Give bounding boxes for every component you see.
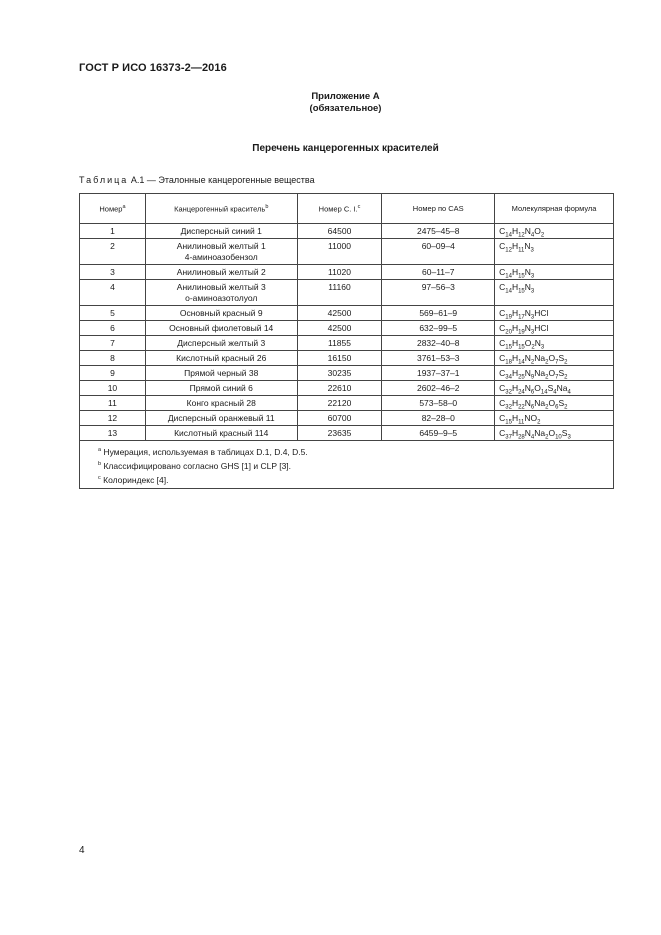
table-row (80, 336, 614, 351)
footnote (98, 444, 613, 458)
dye-name: Основный красный 9 (179, 308, 263, 318)
formula-element: S (558, 368, 565, 378)
dye-alt-name: о-аминоазотолуол (185, 293, 258, 303)
cell-number: 2 (80, 239, 146, 265)
footnote-mark: a (98, 447, 102, 453)
formula-element: S (547, 383, 554, 393)
footnote-mark: c (357, 204, 361, 211)
formula-subscript: 14 (540, 389, 548, 396)
cell-ci-number: 23635 (297, 426, 382, 441)
formula-subscript: 7 (555, 359, 559, 366)
formula-subscript: 14 (505, 273, 512, 280)
cell-ci-number: 22610 (297, 381, 382, 396)
formula-subscript: 4 (553, 389, 557, 396)
table-caption (79, 175, 315, 185)
dye-name: Дисперсный синий 1 (180, 226, 262, 236)
cell-formula (495, 280, 614, 306)
formula-element: H (511, 428, 519, 438)
formula-subscript: 34 (505, 374, 512, 381)
table-row (80, 411, 614, 426)
footnote (98, 458, 613, 472)
dye-name: Конго красный 28 (186, 398, 256, 408)
formula-subscript: 14 (505, 288, 512, 295)
cell-formula (495, 381, 614, 396)
cell-cas-number: 632–99–5 (382, 321, 495, 336)
formula-subscript: 15 (518, 288, 525, 295)
column-header-label: Номер C. I. (318, 204, 358, 214)
formula-element: H (511, 383, 519, 393)
cell-formula (495, 224, 614, 239)
cell-formula (495, 239, 614, 265)
cell-number: 1 (80, 224, 146, 239)
formula-element: HCl (534, 308, 549, 318)
cell-ci-number: 42500 (297, 306, 382, 321)
dye-name: Основный фиолетовый 14 (169, 323, 274, 333)
cell-ci-number: 30235 (297, 366, 382, 381)
appendix-title: Приложение А (311, 91, 380, 102)
formula-subscript: 15 (518, 344, 525, 351)
cell-dye-name (145, 224, 297, 239)
formula-subscript: 10 (555, 434, 562, 441)
cell-cas-number: 3761–53–3 (382, 351, 495, 366)
column-header (297, 194, 382, 224)
footnote-text: Колориндекс [4]. (103, 474, 169, 485)
column-header (145, 194, 297, 224)
page-number: 4 (79, 845, 85, 856)
cell-cas-number: 569–61–9 (382, 306, 495, 321)
cell-number: 11 (80, 396, 146, 411)
formula-subscript: 3 (540, 344, 545, 351)
cell-dye-name (145, 265, 297, 280)
formula-subscript: 2 (564, 404, 568, 411)
formula-subscript: 15 (505, 419, 512, 426)
formula-element: O (524, 338, 532, 348)
formula-element: C (499, 398, 506, 408)
formula-element: H (511, 368, 519, 378)
formula-element: N (524, 267, 531, 277)
formula-subscript: 37 (505, 434, 512, 441)
dye-name: Дисперсный оранжевый 11 (167, 413, 275, 423)
formula-subscript: 12 (505, 247, 512, 254)
column-header-label: Номер (99, 204, 123, 214)
cell-formula (495, 306, 614, 321)
cell-cas-number: 1937–37–1 (382, 366, 495, 381)
formula-element: N (524, 226, 531, 236)
cell-dye-name (145, 306, 297, 321)
footnote-mark: a (122, 204, 126, 211)
cell-number: 6 (80, 321, 146, 336)
formula-element: C (499, 353, 506, 363)
formula-subscript: 2 (545, 404, 549, 411)
cell-formula (495, 351, 614, 366)
table-row (80, 239, 614, 265)
formula-element: H (511, 353, 519, 363)
formula-subscript: 28 (518, 434, 525, 441)
cell-dye-name (145, 239, 297, 265)
formula-subscript: 25 (518, 374, 525, 381)
document-code: ГОСТ Р ИСО 16373-2—2016 (79, 62, 227, 74)
formula-subscript: 14 (518, 359, 525, 366)
formula-subscript: 6 (555, 404, 559, 411)
formula-subscript: 22 (518, 404, 525, 411)
formula-subscript: 2 (537, 419, 541, 426)
formula-subscript: 2 (531, 344, 535, 351)
footnote (98, 472, 613, 486)
formula-subscript: 3 (530, 273, 535, 280)
cell-ci-number: 22120 (297, 396, 382, 411)
formula-element: HCl (534, 323, 549, 333)
dye-name: Прямой черный 38 (184, 368, 259, 378)
formula-subscript: 24 (518, 389, 525, 396)
formula-subscript: 9 (530, 374, 535, 381)
footnote-mark: b (265, 204, 269, 211)
cell-formula (495, 411, 614, 426)
cell-formula (495, 336, 614, 351)
table-body (80, 224, 614, 489)
formula-element: Na (556, 383, 568, 393)
formula-subscript: 15 (505, 344, 512, 351)
cell-number: 10 (80, 381, 146, 396)
cell-cas-number: 82–28–0 (382, 411, 495, 426)
formula-subscript: 3 (530, 288, 535, 295)
formula-element: O (534, 383, 541, 393)
table-row (80, 224, 614, 239)
cell-dye-name (145, 411, 297, 426)
formula-element: N (524, 282, 531, 292)
formula-element: Na (534, 428, 546, 438)
formula-subscript: 17 (518, 314, 525, 321)
cell-ci-number: 60700 (297, 411, 382, 426)
formula-subscript: 3 (567, 434, 571, 441)
formula-subscript: 2 (564, 359, 568, 366)
table-notes (80, 441, 614, 489)
cell-number: 12 (80, 411, 146, 426)
cell-dye-name (145, 321, 297, 336)
column-header (80, 194, 146, 224)
formula-subscript: 4 (530, 232, 535, 239)
formula-element: C (499, 282, 506, 292)
cell-dye-name (145, 280, 297, 306)
formula-subscript: 6 (530, 389, 535, 396)
formula-subscript: 7 (555, 374, 559, 381)
cell-cas-number: 2832–40–8 (382, 336, 495, 351)
formula-subscript: 3 (530, 329, 535, 336)
formula-element: C (499, 308, 506, 318)
formula-element: H (511, 267, 519, 277)
formula-subscript: 15 (518, 273, 525, 280)
formula-subscript: 18 (505, 359, 512, 366)
formula-element: C (499, 323, 506, 333)
column-header-label: Молекулярная формула (511, 204, 597, 213)
cell-cas-number: 97–56–3 (382, 280, 495, 306)
dye-name: Прямой синий 6 (189, 383, 253, 393)
formula-element: O (534, 226, 541, 236)
formula-subscript: 4 (530, 434, 535, 441)
column-header (382, 194, 495, 224)
formula-element: C (499, 267, 506, 277)
formula-element: NO (524, 413, 538, 423)
cell-cas-number: 6459–9–5 (382, 426, 495, 441)
formula-element: H (511, 398, 519, 408)
cell-formula (495, 366, 614, 381)
formula-element: C (499, 368, 506, 378)
table-caption-text: — Эталонные канцерогенные вещества (146, 175, 315, 185)
table-row (80, 351, 614, 366)
list-title (0, 143, 661, 154)
cell-number: 4 (80, 280, 146, 306)
formula-subscript: 2 (530, 359, 535, 366)
dye-name: Дисперсный желтый 3 (177, 338, 266, 348)
formula-element: S (558, 398, 565, 408)
formula-element: C (499, 338, 506, 348)
table-row (80, 280, 614, 306)
formula-element: O (548, 398, 556, 408)
cell-formula (495, 426, 614, 441)
formula-subscript: 19 (518, 329, 525, 336)
cell-ci-number: 11020 (297, 265, 382, 280)
footnote-mark: c (98, 474, 101, 481)
formula-element: N (524, 241, 531, 251)
formula-element: H (511, 308, 519, 318)
dye-name: Кислотный красный 114 (174, 428, 269, 438)
dyes-table (79, 193, 614, 489)
formula-subscript: 4 (567, 389, 571, 396)
formula-element: N (524, 368, 531, 378)
dye-name: Анилиновый желтый 2 (176, 267, 266, 277)
cell-ci-number: 42500 (297, 321, 382, 336)
cell-number: 3 (80, 265, 146, 280)
formula-element: H (511, 323, 519, 333)
list-title-text: Перечень канцерогенных красителей (252, 143, 439, 154)
cell-dye-name (145, 351, 297, 366)
formula-subscript: 11 (518, 247, 525, 254)
cell-ci-number: 64500 (297, 224, 382, 239)
table-notes-row (80, 441, 614, 489)
column-header-label: Номер по CAS (412, 204, 464, 213)
cell-number: 5 (80, 306, 146, 321)
formula-element: N (524, 323, 531, 333)
cell-dye-name (145, 336, 297, 351)
formula-subscript: 3 (530, 247, 534, 254)
cell-cas-number: 2475–45–8 (382, 224, 495, 239)
cell-cas-number: 60–11–7 (382, 265, 495, 280)
formula-subscript: 2 (564, 374, 568, 381)
formula-subscript: 2 (540, 232, 545, 239)
cell-cas-number: 573–58–0 (382, 396, 495, 411)
formula-subscript: 11 (518, 419, 525, 426)
appendix-heading (0, 91, 661, 115)
table-row (80, 426, 614, 441)
formula-subscript: 19 (505, 314, 512, 321)
appendix-subtitle: (обязательное) (309, 103, 382, 114)
dye-alt-name: 4-аминоазобензол (184, 252, 258, 262)
cell-number: 8 (80, 351, 146, 366)
formula-element: O (548, 428, 556, 438)
formula-element: N (524, 308, 531, 318)
cell-ci-number: 11160 (297, 280, 382, 306)
cell-cas-number: 60–09–4 (382, 239, 495, 265)
formula-element: Na (534, 368, 546, 378)
table-caption-number: А.1 (130, 175, 145, 185)
formula-element: S (561, 428, 568, 438)
column-header-label: Канцерогенный краситель (174, 204, 266, 214)
formula-element: H (511, 413, 519, 423)
formula-element: C (499, 383, 506, 393)
cell-number: 13 (80, 426, 146, 441)
formula-element: N (524, 383, 531, 393)
formula-subscript: 20 (505, 329, 512, 336)
formula-element: S (558, 353, 565, 363)
cell-ci-number: 16150 (297, 351, 382, 366)
table-row (80, 366, 614, 381)
dye-name: Анилиновый желтый 3 (176, 282, 266, 292)
formula-element: Na (534, 398, 546, 408)
formula-subscript: 2 (545, 434, 549, 441)
formula-subscript: 2 (545, 359, 549, 366)
formula-element: H (511, 241, 519, 251)
cell-number: 7 (80, 336, 146, 351)
formula-element: N (524, 428, 531, 438)
dye-name: Анилиновый желтый 1 (176, 241, 266, 251)
table-row (80, 265, 614, 280)
formula-subscript: 2 (545, 374, 549, 381)
cell-number: 9 (80, 366, 146, 381)
dye-name: Кислотный красный 26 (176, 353, 267, 363)
formula-element: C (499, 241, 506, 251)
footnote-text: Классифицировано согласно GHS [1] и CLP [3]. (103, 460, 292, 471)
formula-element: C (499, 428, 506, 438)
column-header (495, 194, 614, 224)
formula-element: H (511, 226, 519, 236)
formula-element: H (511, 282, 519, 292)
table-row (80, 306, 614, 321)
formula-element: N (534, 338, 541, 348)
cell-formula (495, 321, 614, 336)
formula-element: N (524, 353, 531, 363)
table-header-row (80, 194, 614, 224)
table-row (80, 321, 614, 336)
cell-dye-name (145, 366, 297, 381)
table-row (80, 381, 614, 396)
formula-element: N (524, 398, 531, 408)
cell-dye-name (145, 426, 297, 441)
formula-element: H (511, 338, 519, 348)
cell-cas-number: 2602–46–2 (382, 381, 495, 396)
cell-dye-name (145, 381, 297, 396)
formula-element: O (548, 368, 556, 378)
cell-formula (495, 396, 614, 411)
formula-subscript: 32 (505, 404, 512, 411)
formula-element: Na (534, 353, 546, 363)
footnote-mark: b (98, 460, 102, 467)
formula-element: C (499, 226, 506, 236)
formula-subscript: 32 (505, 389, 512, 396)
cell-dye-name (145, 396, 297, 411)
cell-ci-number: 11855 (297, 336, 382, 351)
formula-subscript: 14 (505, 232, 512, 239)
footnote-text: Нумерация, используемая в таблицах D.1, D.4, D.5. (103, 446, 308, 457)
formula-element: C (499, 413, 506, 423)
formula-subscript: 3 (530, 314, 535, 321)
table-caption-label: Таблица (79, 175, 129, 185)
formula-subscript: 12 (518, 232, 525, 239)
formula-subscript: 6 (530, 404, 535, 411)
formula-element: O (548, 353, 556, 363)
cell-formula (495, 265, 614, 280)
table-row (80, 396, 614, 411)
cell-ci-number: 11000 (297, 239, 382, 265)
